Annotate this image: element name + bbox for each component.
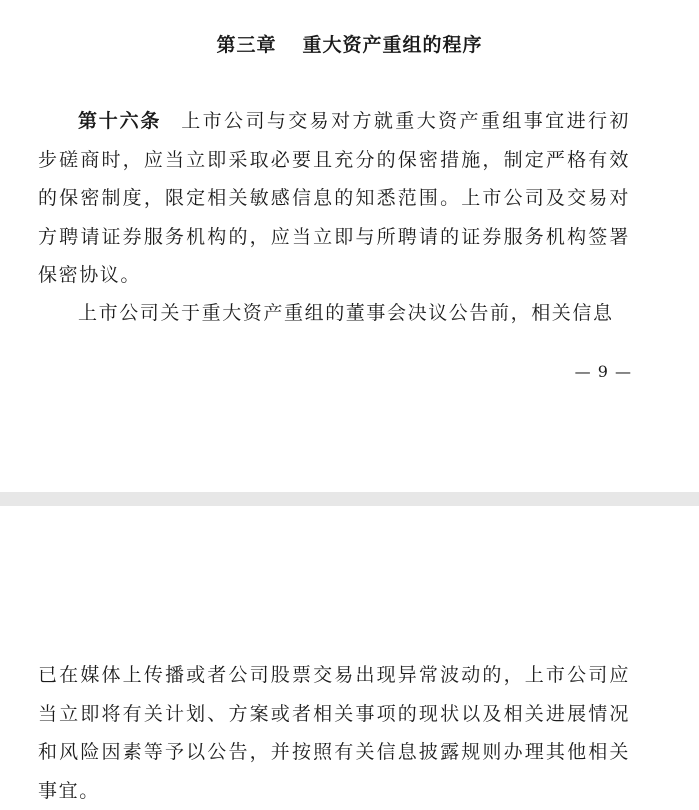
article-number: 第十六条 [78, 110, 162, 132]
chapter-number: 第三章 [216, 34, 277, 56]
article-16-paragraph-2: 上市公司关于重大资产重组的董事会决议公告前，相关信息 [78, 302, 614, 324]
article-16-paragraph [38, 102, 630, 295]
chapter-title-text: 重大资产重组的程序 [302, 34, 483, 56]
continued-paragraph: 已在媒体上传播或者公司股票交易出现异常波动的，上市公司应当立即将有关计划、方案或者相关事项的现状以及相关进展情况和风险因素等予以公告，并按照有关信息披露规则办理其他相关事宜。 [38, 664, 630, 802]
page-separator [0, 492, 699, 506]
article-16-text: 上市公司与交易对方就重大资产重组事宜进行初步磋商时，应当立即采取必要且充分的保密措施，制定严格有效的保密制度，限定相关敏感信息的知悉范围。上市公司及交易对方聘请证券服务机构的，应当立即与所聘请的证券服务机构签署保密协议。 [38, 110, 630, 286]
chapter-heading [0, 30, 699, 57]
page-number: — 9 — [574, 362, 632, 381]
